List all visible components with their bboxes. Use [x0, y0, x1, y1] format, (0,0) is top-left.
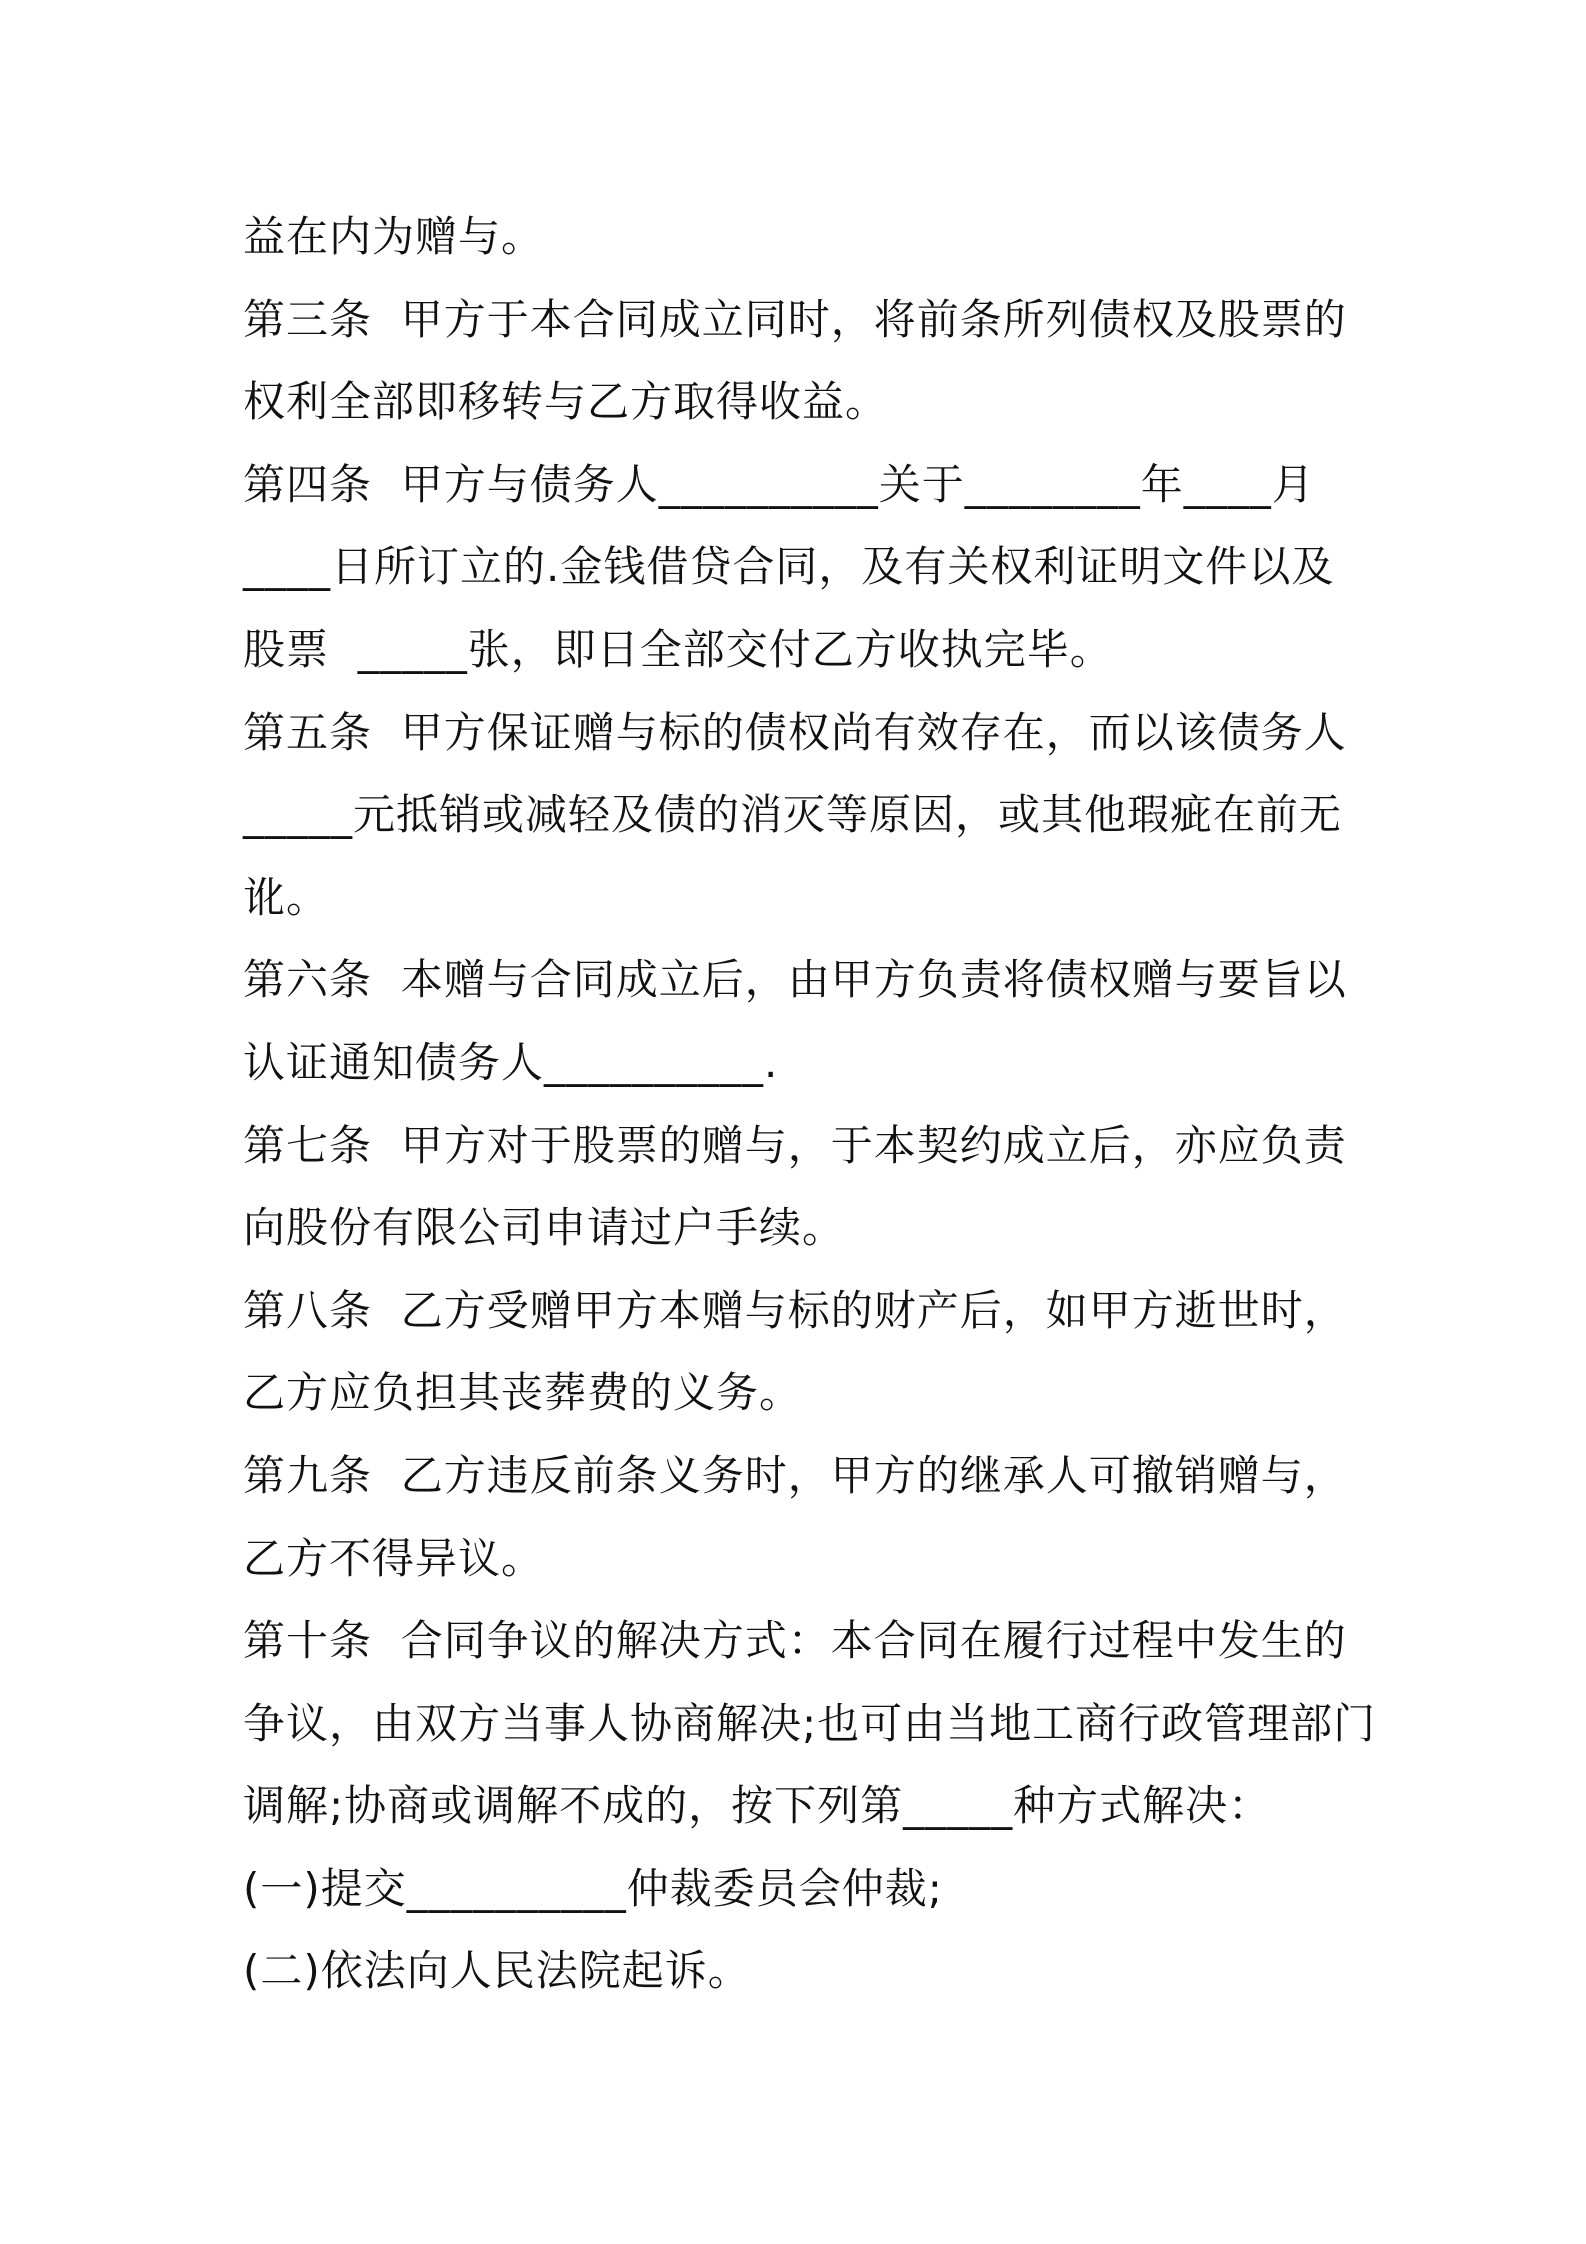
- article-6-line: 第六条 本赠与合同成立后，由甲方负责将债权赠与要旨以: [243, 955, 1347, 1005]
- option-2-line: (二)依法向人民法院起诉。: [243, 1946, 751, 1996]
- text-line: 益在内为赠与。: [243, 212, 545, 261]
- text-line: 调解;协商或调解不成的，按下列第_____种方式解决：: [243, 1781, 1272, 1831]
- article-5-line: 第五条 甲方保证赠与标的债权尚有效存在，而以该债务人: [243, 707, 1347, 757]
- text-line: 认证通知债务人__________.: [243, 1037, 779, 1087]
- text-line: 向股份有限公司申请过户手续。: [243, 1203, 846, 1253]
- text-line: 讹。: [243, 872, 330, 922]
- text-line: 权利全部即移转与乙方取得收益。: [243, 377, 889, 427]
- article-9-line: 第九条 乙方违反前条义务时，甲方的继承人可撤销赠与，: [243, 1450, 1347, 1500]
- option-1-line: (一)提交__________仲裁委员会仲裁;: [243, 1863, 943, 1913]
- article-8-line: 第八条 乙方受赠甲方本赠与标的财产后，如甲方逝世时，: [243, 1285, 1347, 1335]
- article-10-line: 第十条 合同争议的解决方式：本合同在履行过程中发生的: [243, 1616, 1347, 1666]
- article-3-line: 第三条 甲方于本合同成立同时，将前条所列债权及股票的: [243, 294, 1347, 344]
- article-7-line: 第七条 甲方对于股票的赠与，于本契约成立后，亦应负责: [243, 1120, 1347, 1170]
- text-line: 股票 _____张，即日全部交付乙方收执完毕。: [243, 624, 1113, 674]
- text-line: ____日所订立的.金钱借贷合同，及有关权利证明文件以及: [243, 542, 1335, 592]
- text-line: 争议，由双方当事人协商解决;也可由当地工商行政管理部门: [243, 1698, 1377, 1748]
- text-line: 乙方不得异议。: [243, 1533, 545, 1583]
- text-line: 乙方应负担其丧葬费的义务。: [243, 1368, 803, 1418]
- article-4-line: 第四条 甲方与债务人__________关于________年____月: [243, 459, 1315, 509]
- text-line: _____元抵销或减轻及债的消灭等原因，或其他瑕疵在前无: [243, 790, 1343, 840]
- contract-text: [243, 196, 1377, 2013]
